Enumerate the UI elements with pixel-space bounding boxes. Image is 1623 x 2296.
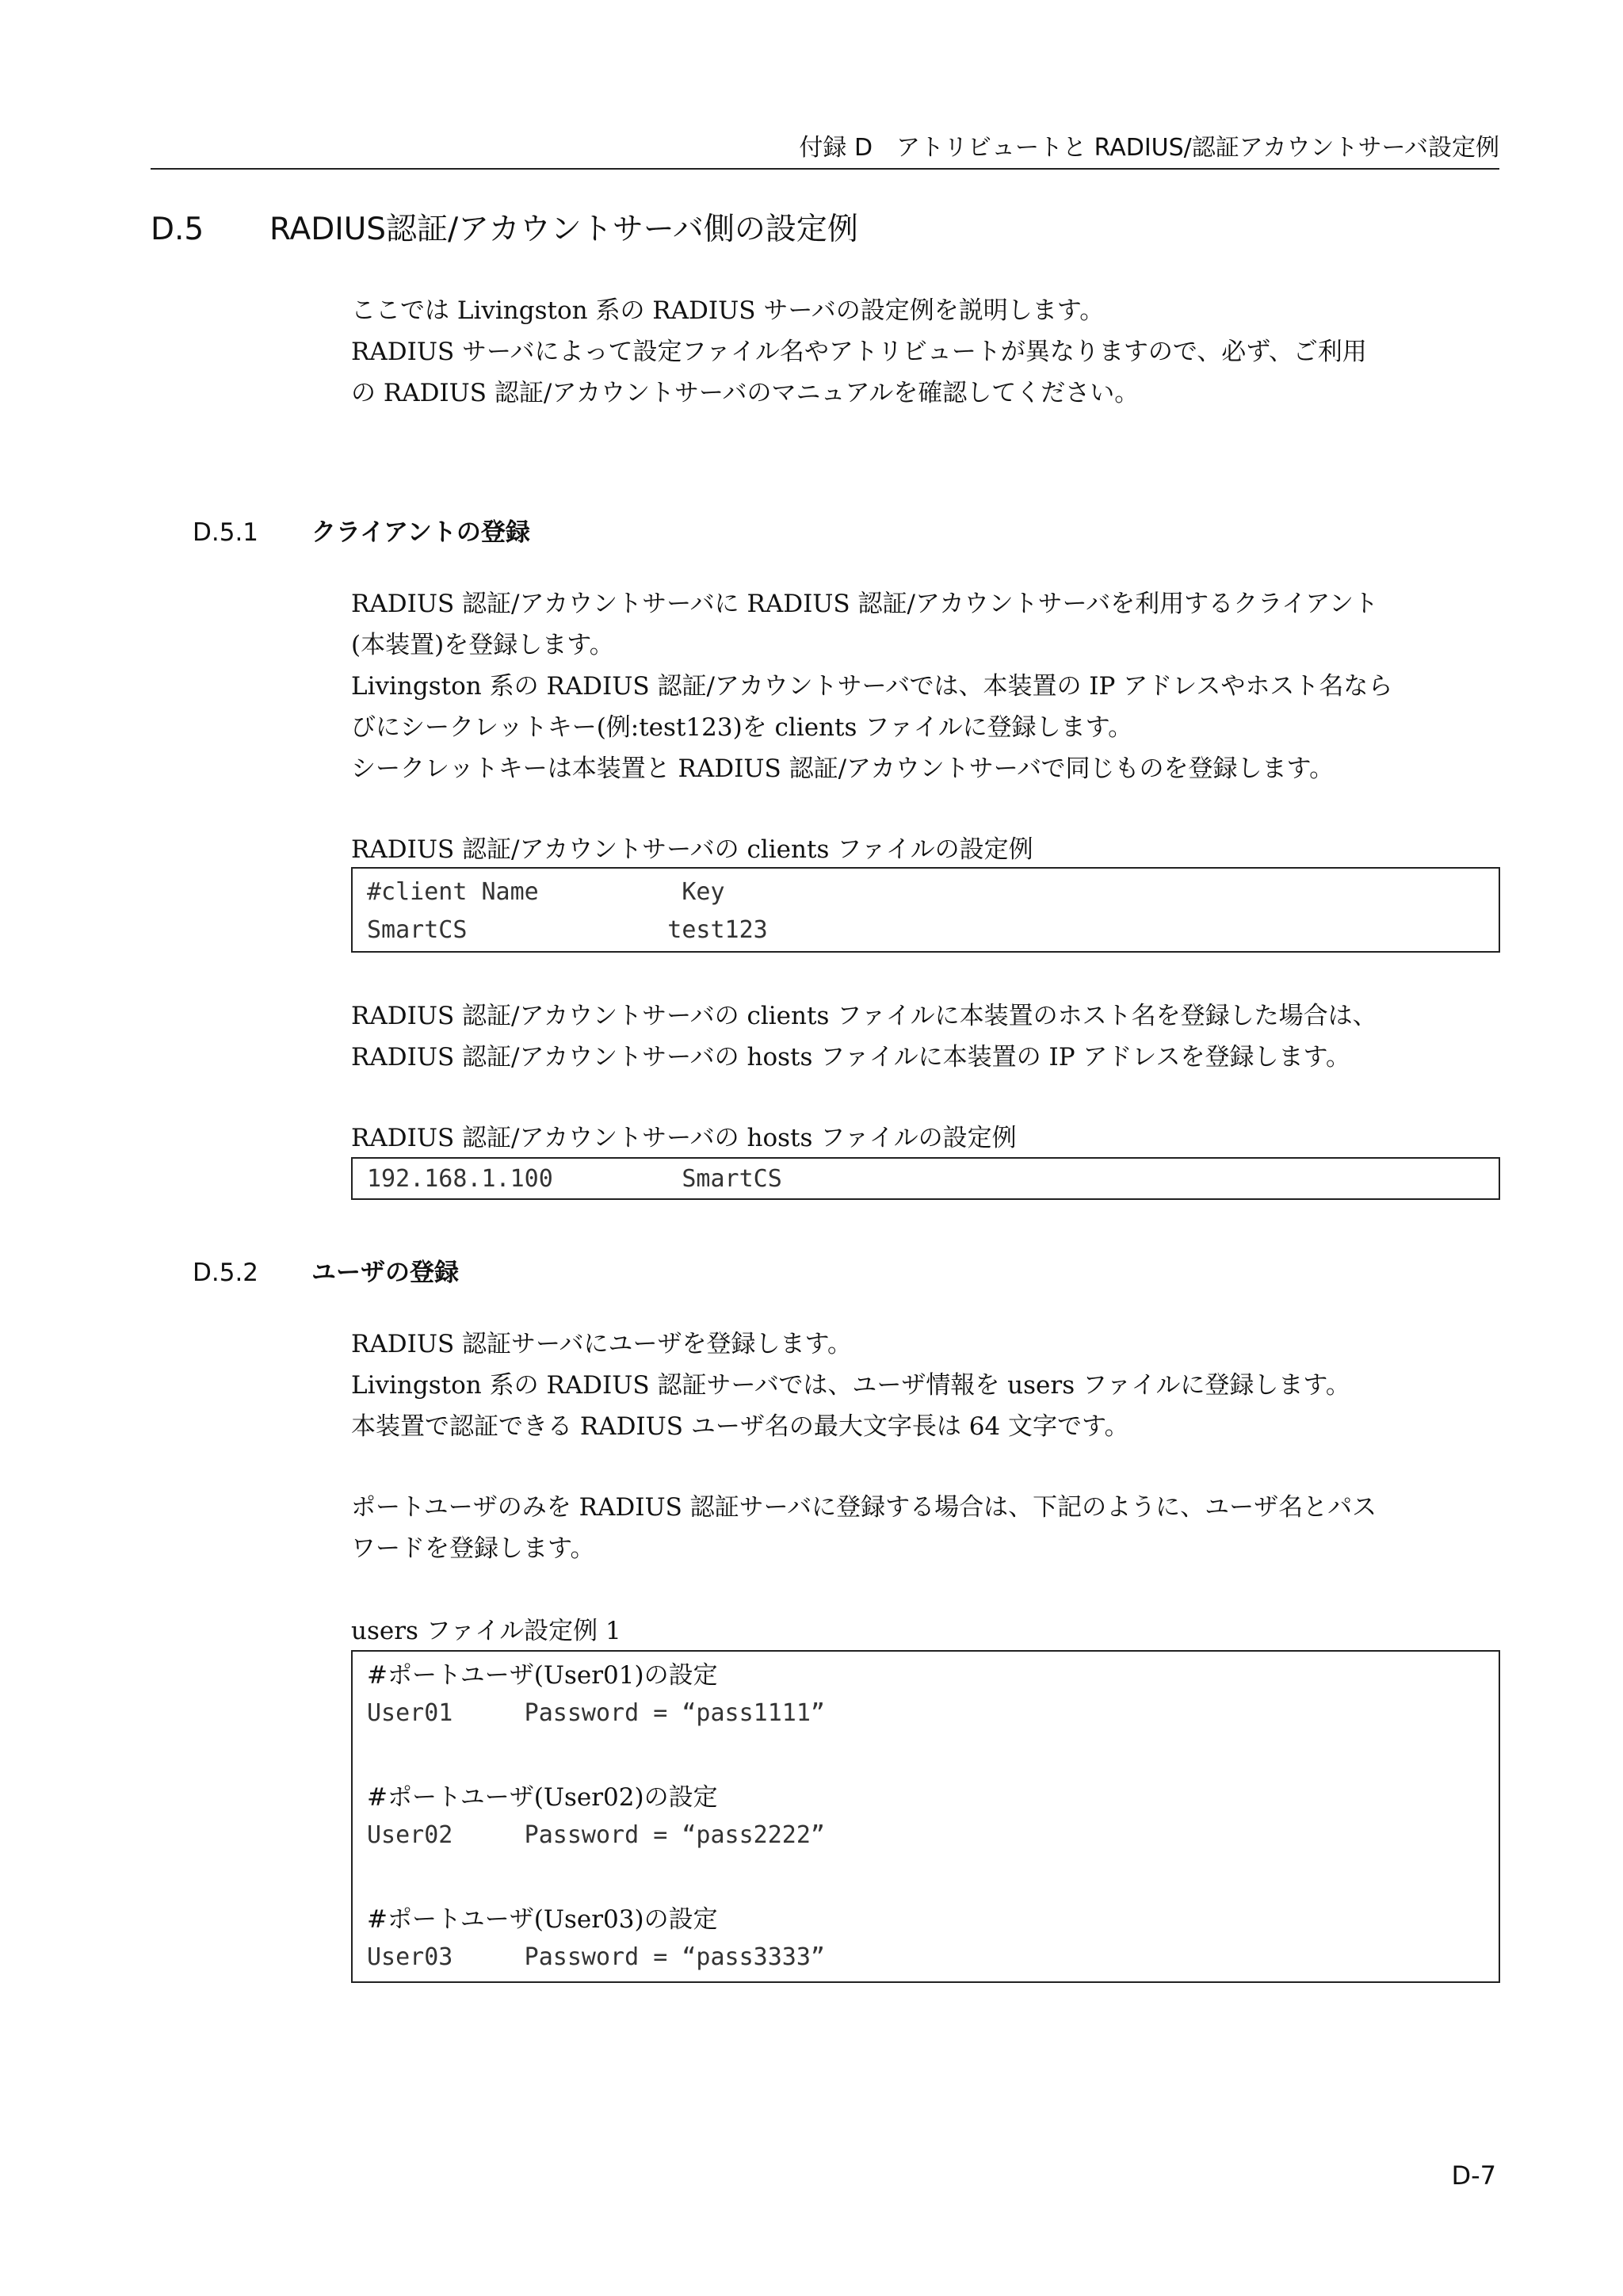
code-comment: #ポートユーザ(User01)の設定 <box>367 1661 718 1690</box>
para-line: (本装置)を登録します。 <box>351 631 614 659</box>
code-line: #client Name Key <box>367 878 725 906</box>
users-file-example <box>351 1650 1500 1983</box>
subsection-number: D.5.2 <box>193 1259 259 1287</box>
subsection-number: D.5.1 <box>193 518 259 547</box>
para-line: RADIUS 認証/アカウントサーバの clients ファイルに本装置のホスト名を登録した場合は、 <box>351 1002 1377 1030</box>
intro-line: ここでは Livingston 系の RADIUS サーバの設定例を説明します。 <box>351 296 1105 325</box>
para-line: RADIUS 認証サーバにユーザを登録します。 <box>351 1330 853 1358</box>
section-title <box>151 208 858 252</box>
section-number: D.5 <box>151 212 204 247</box>
code-line: SmartCS test123 <box>367 916 768 944</box>
code-line: User02 Password = “pass2222” <box>367 1821 825 1849</box>
intro-line: の RADIUS 認証/アカウントサーバのマニュアルを確認してください。 <box>351 379 1140 407</box>
para-line: びにシークレットキー(例:test123)を clients ファイルに登録します。 <box>351 713 1133 742</box>
clients-example-caption: RADIUS 認証/アカウントサーバの clients ファイルの設定例 <box>351 835 1033 864</box>
page-number: D-7 <box>1451 2160 1496 2191</box>
subsection-title-text: クライアントの登録 <box>311 518 530 547</box>
subsection-title-d52 <box>193 1254 459 1292</box>
clients-file-example <box>351 867 1500 953</box>
port-user-paragraph <box>351 1487 1500 1569</box>
code-line: 192.168.1.100 SmartCS <box>367 1165 782 1193</box>
para-line: 本装置で認証できる RADIUS ユーザ名の最大文字長は 64 文字です。 <box>351 1412 1129 1441</box>
hosts-example-caption: RADIUS 認証/アカウントサーバの hosts ファイルの設定例 <box>351 1124 1017 1152</box>
code-gap <box>367 1733 1484 1778</box>
para-line: RADIUS 認証/アカウントサーバの hosts ファイルに本装置の IP アドレスを登録します。 <box>351 1043 1351 1072</box>
user-register-paragraph <box>351 1324 1500 1447</box>
code-comment: #ポートユーザ(User02)の設定 <box>367 1783 718 1812</box>
para-line: RADIUS 認証/アカウントサーバに RADIUS 認証/アカウントサーバを利用するクライアント <box>351 590 1379 618</box>
code-gap <box>367 1855 1484 1901</box>
code-line: User01 Password = “pass1111” <box>367 1699 825 1727</box>
subsection-title-d51 <box>193 514 530 552</box>
para-line: ポートユーザのみを RADIUS 認証サーバに登録する場合は、下記のように、ユーザ名とパス <box>351 1493 1377 1522</box>
client-register-paragraph <box>351 583 1500 789</box>
section-intro <box>351 290 1500 414</box>
intro-line: RADIUS サーバによって設定ファイル名やアトリビュートが異なりますので、必ず、ご利用 <box>351 338 1367 366</box>
hosts-file-example <box>351 1157 1500 1200</box>
para-line: ワードを登録します。 <box>351 1534 595 1563</box>
running-header: 付録 D アトリビュートと RADIUS/認証アカウントサーバ設定例 <box>151 128 1499 170</box>
section-title-text: RADIUS認証/アカウントサーバ側の設定例 <box>269 212 858 247</box>
users-example-caption: users ファイル設定例 1 <box>351 1617 621 1645</box>
para-line: Livingston 系の RADIUS 認証サーバでは、ユーザ情報を users ファイルに登録します。 <box>351 1371 1350 1400</box>
hosts-register-paragraph <box>351 995 1500 1078</box>
para-line: シークレットキーは本装置と RADIUS 認証/アカウントサーバで同じものを登録します。 <box>351 755 1335 783</box>
code-comment: #ポートユーザ(User03)の設定 <box>367 1905 718 1934</box>
code-line: User03 Password = “pass3333” <box>367 1943 825 1971</box>
para-line: Livingston 系の RADIUS 認証/アカウントサーバでは、本装置の IP アドレスやホスト名なら <box>351 672 1393 701</box>
subsection-title-text: ユーザの登録 <box>311 1259 459 1287</box>
